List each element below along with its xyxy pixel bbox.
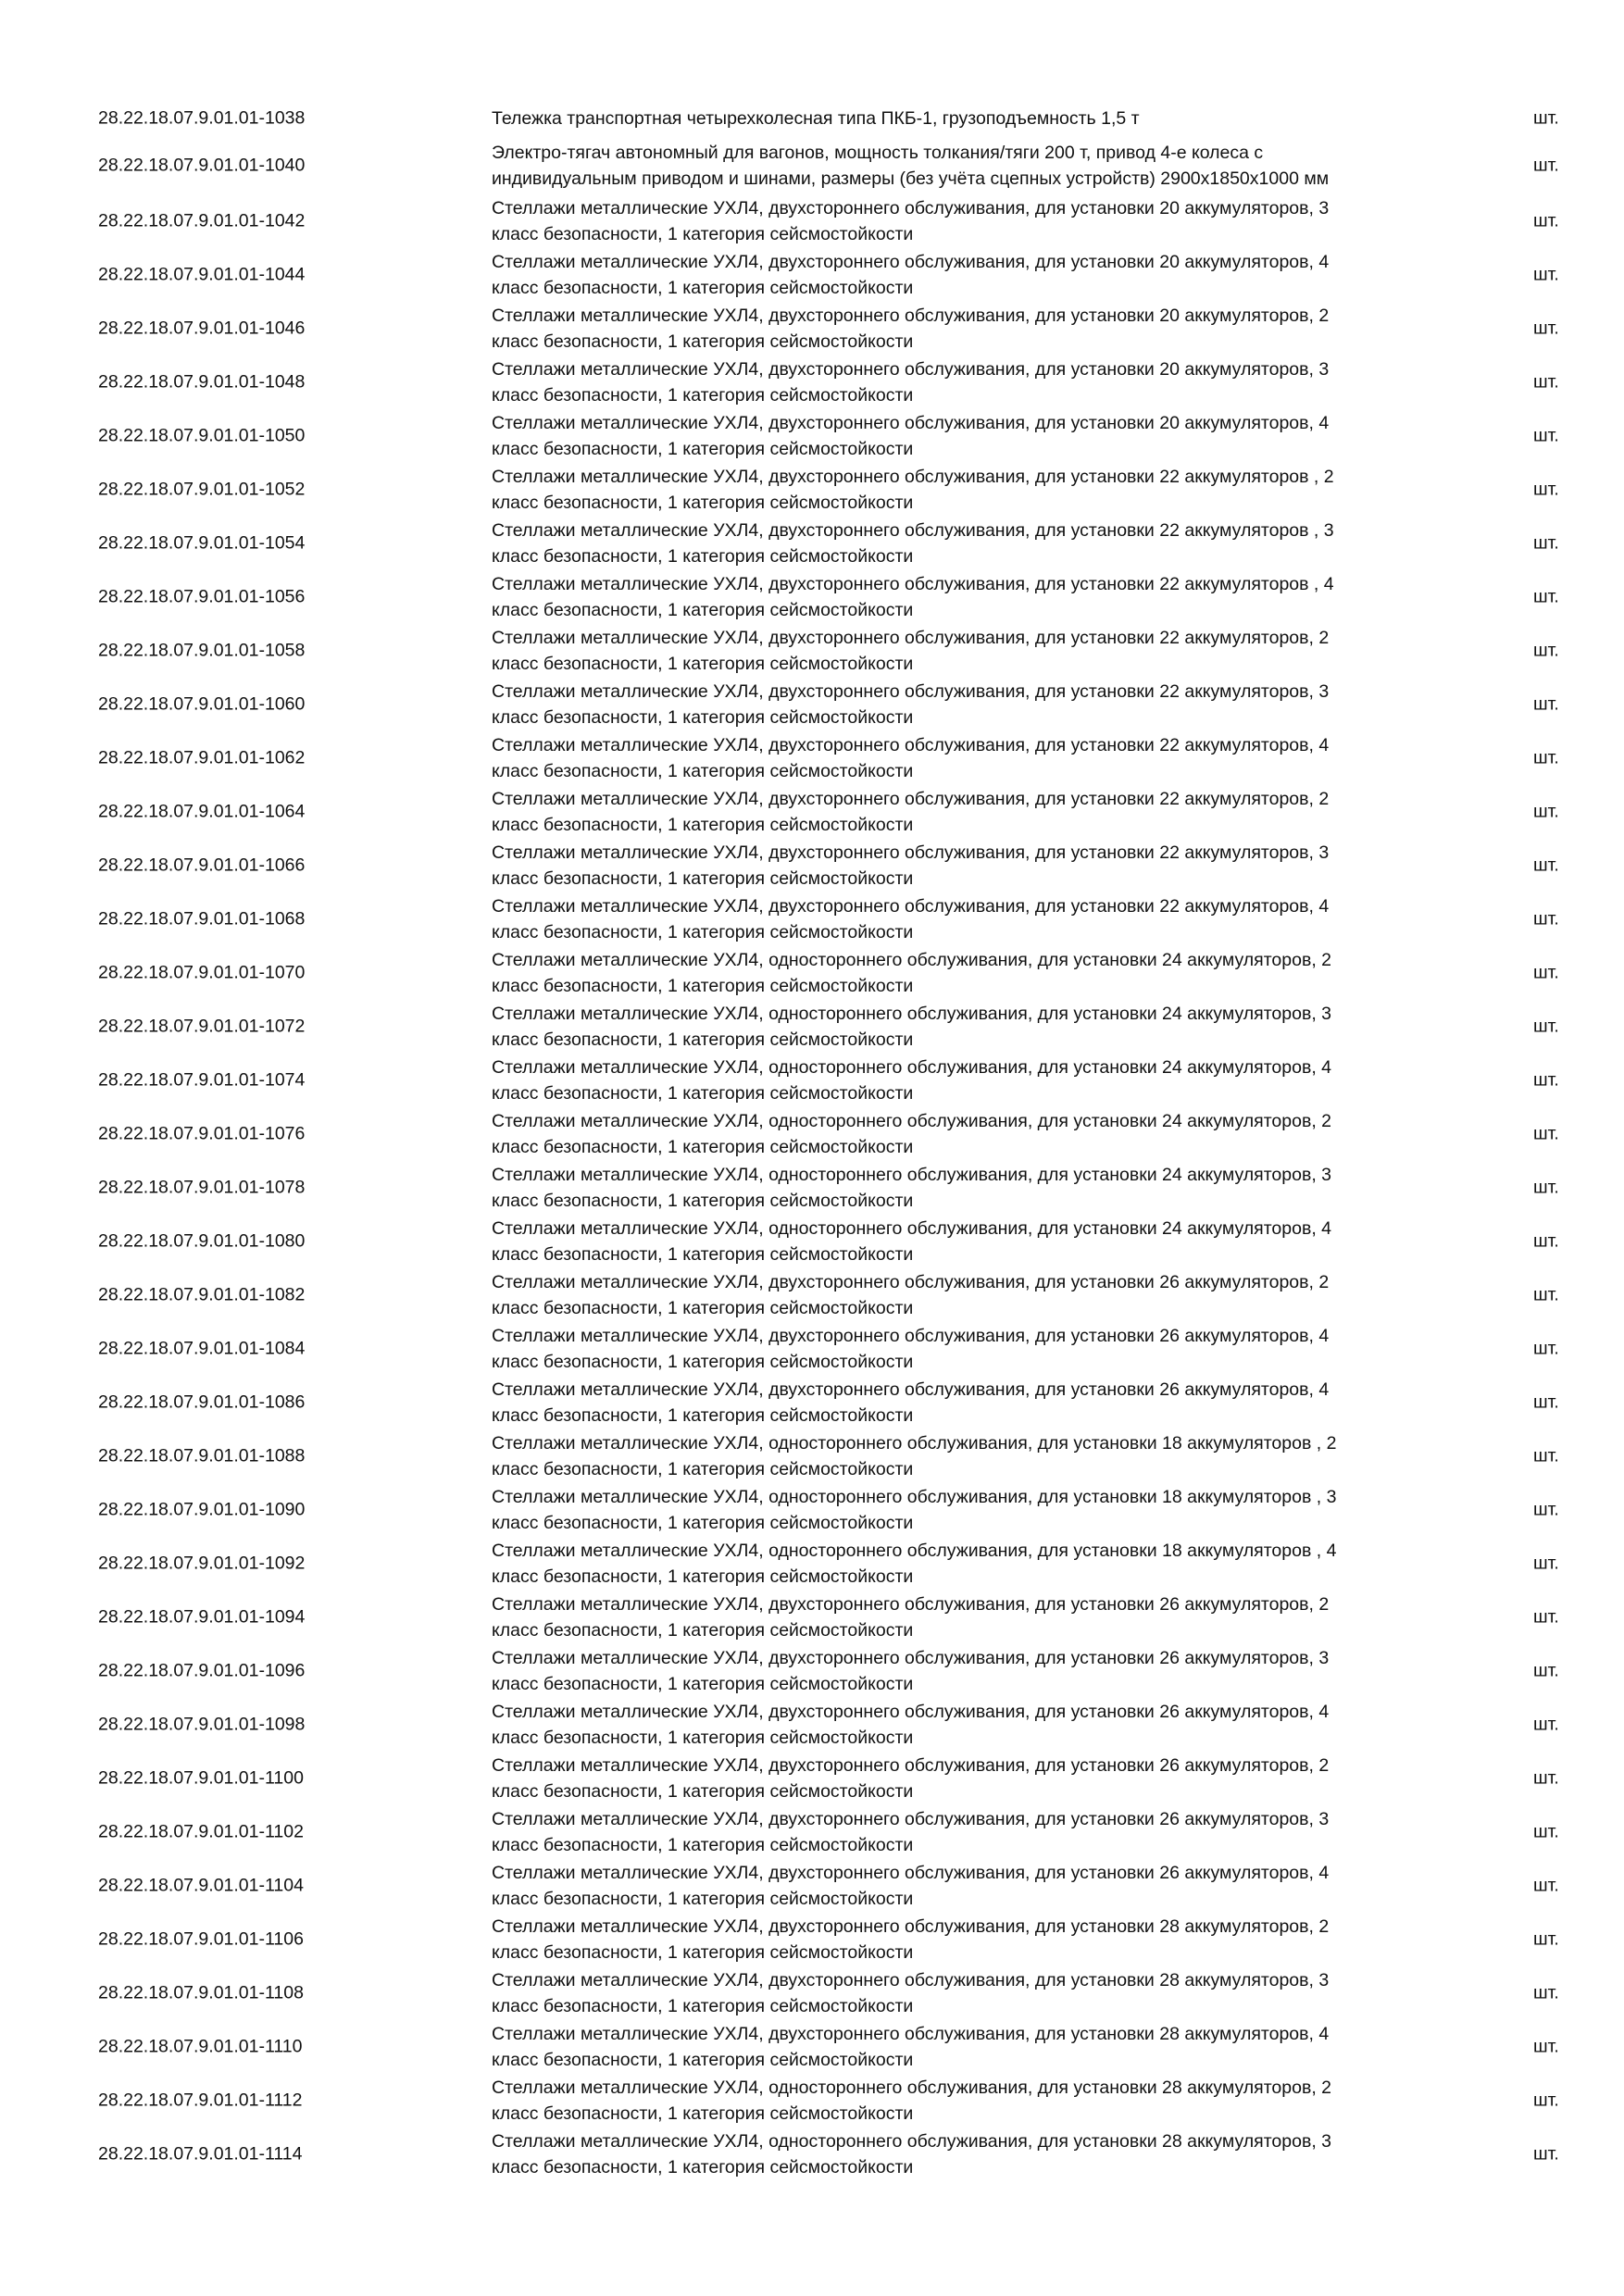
resource-code: 28.22.18.07.9.01.01-1092	[98, 1553, 306, 1574]
description-line: класс безопасности, 1 категория сейсмостойкости	[492, 1835, 914, 1855]
table-row	[0, 1644, 1624, 1698]
table-row	[0, 1322, 1624, 1376]
description-line: Стеллажи металлические УХЛ4, двухстороннего обслуживания, для установки 22 аккумуляторов, 4	[492, 735, 1330, 755]
description-line: класс безопасности, 1 категория сейсмостойкости	[492, 1620, 914, 1641]
unit-of-measure: шт.	[1533, 107, 1559, 129]
description-line: Стеллажи металлические УХЛ4, одностороннего обслуживания, для установки 24 аккумуляторов, 4	[492, 1218, 1331, 1239]
table-row	[0, 100, 1624, 137]
resource-description	[492, 1591, 1455, 1643]
resource-description	[492, 518, 1455, 569]
resource-description	[492, 1054, 1455, 1106]
unit-of-measure: шт.	[1533, 1177, 1559, 1198]
table-row	[0, 1483, 1624, 1537]
description-line: Стеллажи металлические УХЛ4, двухстороннего обслуживания, для установки 26 аккумуляторов, 4	[492, 1379, 1330, 1400]
resource-description	[492, 786, 1455, 838]
unit-of-measure: шт.	[1533, 908, 1559, 930]
description-line: класс безопасности, 1 категория сейсмостойкости	[492, 278, 914, 298]
unit-of-measure: шт.	[1533, 210, 1559, 231]
table-row	[0, 731, 1624, 785]
description-line: Стеллажи металлические УХЛ4, двухстороннего обслуживания, для установки 26 аккумуляторов, 3	[492, 1648, 1330, 1668]
description-line: Стеллажи металлические УХЛ4, двухстороннего обслуживания, для установки 22 аккумуляторов, 3	[492, 681, 1330, 702]
resource-code: 28.22.18.07.9.01.01-1070	[98, 962, 306, 983]
resource-code: 28.22.18.07.9.01.01-1080	[98, 1230, 306, 1252]
resource-table	[0, 100, 1624, 2181]
table-row	[0, 1161, 1624, 1215]
resource-code: 28.22.18.07.9.01.01-1084	[98, 1338, 306, 1359]
description-line: класс безопасности, 1 категория сейсмостойкости	[492, 1781, 914, 1802]
resource-description	[492, 1430, 1455, 1482]
description-line: Стеллажи металлические УХЛ4, одностороннего обслуживания, для установки 28 аккумуляторов, 3	[492, 2131, 1331, 2152]
unit-of-measure: шт.	[1533, 1767, 1559, 1789]
description-line: Стеллажи металлические УХЛ4, двухстороннего обслуживания, для установки 26 аккумуляторов, 2	[492, 1272, 1330, 1292]
description-line: Стеллажи металлические УХЛ4, одностороннего обслуживания, для установки 24 аккумуляторов, 4	[492, 1057, 1331, 1078]
unit-of-measure: шт.	[1533, 2143, 1559, 2165]
table-row	[0, 2128, 1624, 2181]
description-line: класс безопасности, 1 категория сейсмостойкости	[492, 1352, 914, 1372]
resource-code: 28.22.18.07.9.01.01-1074	[98, 1069, 306, 1091]
description-line: Стеллажи металлические УХЛ4, двухстороннего обслуживания, для установки 22 аккумуляторов , 4	[492, 574, 1334, 594]
unit-of-measure: шт.	[1533, 1016, 1559, 1037]
resource-description	[492, 410, 1455, 462]
resource-code: 28.22.18.07.9.01.01-1088	[98, 1445, 306, 1466]
table-row	[0, 1805, 1624, 1859]
description-line: Стеллажи металлические УХЛ4, двухстороннего обслуживания, для установки 22 аккумуляторов, 3	[492, 842, 1330, 863]
unit-of-measure: шт.	[1533, 1660, 1559, 1681]
description-line: класс безопасности, 1 категория сейсмостойкости	[492, 976, 914, 996]
description-line: Стеллажи металлические УХЛ4, двухстороннего обслуживания, для установки 26 аккумуляторов, 3	[492, 1809, 1330, 1829]
description-line: Стеллажи металлические УХЛ4, одностороннего обслуживания, для установки 18 аккумуляторов , 3	[492, 1487, 1337, 1507]
resource-code: 28.22.18.07.9.01.01-1056	[98, 586, 306, 607]
resource-description	[492, 2128, 1455, 2180]
resource-description	[492, 195, 1455, 247]
description-line: класс безопасности, 1 категория сейсмостойкости	[492, 1459, 914, 1479]
resource-code: 28.22.18.07.9.01.01-1102	[98, 1821, 304, 1842]
unit-of-measure: шт.	[1533, 962, 1559, 983]
table-row	[0, 892, 1624, 946]
resource-code: 28.22.18.07.9.01.01-1100	[98, 1767, 304, 1789]
table-row	[0, 624, 1624, 678]
resource-code: 28.22.18.07.9.01.01-1112	[98, 2090, 303, 2111]
table-row	[0, 1429, 1624, 1483]
table-row	[0, 248, 1624, 302]
unit-of-measure: шт.	[1533, 1553, 1559, 1574]
description-line: класс безопасности, 1 категория сейсмостойкости	[492, 1728, 914, 1748]
description-line: класс безопасности, 1 категория сейсмостойкости	[492, 1029, 914, 1050]
resource-description	[492, 893, 1455, 945]
resource-code: 28.22.18.07.9.01.01-1076	[98, 1123, 306, 1144]
description-line: Стеллажи металлические УХЛ4, двухстороннего обслуживания, для установки 20 аккумуляторов, 3	[492, 198, 1330, 218]
description-line: класс безопасности, 1 категория сейсмостойкости	[492, 1996, 914, 2016]
unit-of-measure: шт.	[1533, 2036, 1559, 2057]
description-line: класс безопасности, 1 категория сейсмостойкости	[492, 493, 914, 513]
resource-code: 28.22.18.07.9.01.01-1106	[98, 1928, 304, 1950]
description-line: класс безопасности, 1 категория сейсмостойкости	[492, 546, 914, 567]
table-row	[0, 1698, 1624, 1752]
resource-code: 28.22.18.07.9.01.01-1086	[98, 1391, 306, 1413]
resource-code: 28.22.18.07.9.01.01-1062	[98, 747, 306, 768]
resource-code: 28.22.18.07.9.01.01-1050	[98, 425, 306, 446]
resource-description	[492, 1806, 1455, 1858]
description-line: класс безопасности, 1 категория сейсмостойкости	[492, 331, 914, 352]
resource-code: 28.22.18.07.9.01.01-1072	[98, 1016, 306, 1037]
table-row	[0, 137, 1624, 194]
resource-description	[492, 1108, 1455, 1160]
description-line: класс безопасности, 1 категория сейсмостойкости	[492, 761, 914, 781]
table-row	[0, 1215, 1624, 1268]
description-line: Стеллажи металлические УХЛ4, одностороннего обслуживания, для установки 24 аккумуляторов, 2	[492, 950, 1331, 970]
description-line: класс безопасности, 1 категория сейсмостойкости	[492, 1513, 914, 1533]
description-line: класс безопасности, 1 категория сейсмостойкости	[492, 922, 914, 942]
resource-code: 28.22.18.07.9.01.01-1058	[98, 640, 306, 661]
table-row	[0, 302, 1624, 356]
resource-code: 28.22.18.07.9.01.01-1038	[98, 107, 306, 129]
resource-description	[492, 840, 1455, 892]
resource-description	[492, 2075, 1455, 2127]
resource-description	[492, 106, 1455, 131]
table-row	[0, 785, 1624, 839]
table-row	[0, 1268, 1624, 1322]
description-line: класс безопасности, 1 категория сейсмостойкости	[492, 1405, 914, 1426]
unit-of-measure: шт.	[1533, 1606, 1559, 1628]
unit-of-measure: шт.	[1533, 1123, 1559, 1144]
resource-code: 28.22.18.07.9.01.01-1048	[98, 371, 306, 393]
resource-code: 28.22.18.07.9.01.01-1052	[98, 479, 306, 500]
table-row	[0, 356, 1624, 409]
unit-of-measure: шт.	[1533, 479, 1559, 500]
table-row	[0, 678, 1624, 731]
description-line: Стеллажи металлические УХЛ4, двухстороннего обслуживания, для установки 20 аккумуляторов, 4	[492, 252, 1330, 272]
unit-of-measure: шт.	[1533, 1069, 1559, 1091]
resource-code: 28.22.18.07.9.01.01-1104	[98, 1875, 304, 1896]
unit-of-measure: шт.	[1533, 747, 1559, 768]
description-line: Стеллажи металлические УХЛ4, одностороннего обслуживания, для установки 18 аккумуляторов , 2	[492, 1433, 1337, 1454]
resource-description	[492, 679, 1455, 730]
table-row	[0, 1859, 1624, 1913]
description-line: Стеллажи металлические УХЛ4, двухстороннего обслуживания, для установки 26 аккумуляторов, 2	[492, 1594, 1330, 1615]
resource-code: 28.22.18.07.9.01.01-1090	[98, 1499, 306, 1520]
resource-description	[492, 1538, 1455, 1590]
unit-of-measure: шт.	[1533, 425, 1559, 446]
description-line: класс безопасности, 1 категория сейсмостойкости	[492, 1674, 914, 1694]
resource-code: 28.22.18.07.9.01.01-1108	[98, 1982, 304, 2003]
unit-of-measure: шт.	[1533, 586, 1559, 607]
resource-code: 28.22.18.07.9.01.01-1042	[98, 210, 306, 231]
table-row	[0, 570, 1624, 624]
description-line: класс безопасности, 1 категория сейсмостойкости	[492, 224, 914, 244]
unit-of-measure: шт.	[1533, 2090, 1559, 2111]
resource-description	[492, 1699, 1455, 1751]
resource-code: 28.22.18.07.9.01.01-1068	[98, 908, 306, 930]
resource-description	[492, 1967, 1455, 2019]
description-line: Электро-тягач автономный для вагонов, мощность толкания/тяги 200 т, привод 4-е колеса с	[492, 143, 1264, 163]
description-line: класс безопасности, 1 категория сейсмостойкости	[492, 439, 914, 459]
description-line: Стеллажи металлические УХЛ4, одностороннего обслуживания, для установки 24 аккумуляторов, 2	[492, 1111, 1331, 1131]
description-line: Стеллажи металлические УХЛ4, двухстороннего обслуживания, для установки 20 аккумуляторов, 4	[492, 413, 1330, 433]
resource-code: 28.22.18.07.9.01.01-1064	[98, 801, 306, 822]
unit-of-measure: шт.	[1533, 855, 1559, 876]
description-line: Стеллажи металлические УХЛ4, двухстороннего обслуживания, для установки 22 аккумуляторов, 4	[492, 896, 1330, 917]
table-row	[0, 1591, 1624, 1644]
unit-of-measure: шт.	[1533, 1391, 1559, 1413]
unit-of-measure: шт.	[1533, 1714, 1559, 1735]
description-line: Стеллажи металлические УХЛ4, одностороннего обслуживания, для установки 18 аккумуляторов , 4	[492, 1541, 1337, 1561]
resource-description	[492, 571, 1455, 623]
table-row	[0, 1107, 1624, 1161]
resource-code: 28.22.18.07.9.01.01-1114	[98, 2143, 303, 2165]
table-row	[0, 1537, 1624, 1591]
resource-description	[492, 1323, 1455, 1375]
resource-code: 28.22.18.07.9.01.01-1044	[98, 264, 306, 285]
description-line: Стеллажи металлические УХЛ4, двухстороннего обслуживания, для установки 26 аккумуляторов, 2	[492, 1755, 1330, 1776]
table-row	[0, 1913, 1624, 1966]
unit-of-measure: шт.	[1533, 318, 1559, 339]
description-line: Стеллажи металлические УХЛ4, двухстороннего обслуживания, для установки 20 аккумуляторов, 3	[492, 359, 1330, 380]
table-row	[0, 463, 1624, 517]
table-row	[0, 1054, 1624, 1107]
description-line: Тележка транспортная четырехколесная типа ПКБ-1, грузоподъемность 1,5 т	[492, 108, 1140, 129]
table-row	[0, 839, 1624, 892]
resource-description	[492, 1162, 1455, 1214]
description-line: Стеллажи металлические УХЛ4, двухстороннего обслуживания, для установки 26 аккумуляторов, 4	[492, 1326, 1330, 1346]
description-line: класс безопасности, 1 категория сейсмостойкости	[492, 600, 914, 620]
description-line: класс безопасности, 1 категория сейсмостойкости	[492, 868, 914, 889]
unit-of-measure: шт.	[1533, 1338, 1559, 1359]
description-line: класс безопасности, 1 категория сейсмостойкости	[492, 1244, 914, 1265]
table-row	[0, 946, 1624, 1000]
resource-description	[492, 2021, 1455, 2073]
description-line: Стеллажи металлические УХЛ4, одностороннего обслуживания, для установки 24 аккумуляторов, 3	[492, 1165, 1331, 1185]
resource-code: 28.22.18.07.9.01.01-1096	[98, 1660, 306, 1681]
description-line: класс безопасности, 1 категория сейсмостойкости	[492, 385, 914, 406]
description-line: класс безопасности, 1 категория сейсмостойкости	[492, 1083, 914, 1104]
description-line: Стеллажи металлические УХЛ4, двухстороннего обслуживания, для установки 28 аккумуляторов, 3	[492, 1970, 1330, 1990]
description-line: Стеллажи металлические УХЛ4, двухстороннего обслуживания, для установки 28 аккумуляторов, 2	[492, 1916, 1330, 1937]
resource-code: 28.22.18.07.9.01.01-1078	[98, 1177, 306, 1198]
description-line: класс безопасности, 1 категория сейсмостойкости	[492, 1298, 914, 1318]
resource-description	[492, 464, 1455, 516]
resource-code: 28.22.18.07.9.01.01-1046	[98, 318, 306, 339]
resource-description	[492, 356, 1455, 408]
description-line: Стеллажи металлические УХЛ4, двухстороннего обслуживания, для установки 26 аккумуляторов, 4	[492, 1863, 1330, 1883]
resource-code: 28.22.18.07.9.01.01-1098	[98, 1714, 306, 1735]
unit-of-measure: шт.	[1533, 155, 1559, 176]
resource-code: 28.22.18.07.9.01.01-1110	[98, 2036, 303, 2057]
description-line: класс безопасности, 1 категория сейсмостойкости	[492, 2103, 914, 2124]
table-row	[0, 2074, 1624, 2128]
description-line: класс безопасности, 1 категория сейсмостойкости	[492, 2050, 914, 2070]
description-line: Стеллажи металлические УХЛ4, двухстороннего обслуживания, для установки 22 аккумуляторов, 2	[492, 628, 1330, 648]
description-line: Стеллажи металлические УХЛ4, двухстороннего обслуживания, для установки 26 аккумуляторов, 4	[492, 1702, 1330, 1722]
unit-of-measure: шт.	[1533, 371, 1559, 393]
description-line: класс безопасности, 1 категория сейсмостойкости	[492, 1566, 914, 1587]
unit-of-measure: шт.	[1533, 1928, 1559, 1950]
resource-code: 28.22.18.07.9.01.01-1040	[98, 155, 306, 176]
table-row	[0, 194, 1624, 248]
resource-code: 28.22.18.07.9.01.01-1054	[98, 532, 306, 554]
resource-description	[492, 1484, 1455, 1536]
unit-of-measure: шт.	[1533, 1821, 1559, 1842]
resource-code: 28.22.18.07.9.01.01-1060	[98, 693, 306, 715]
resource-description	[492, 1914, 1455, 1965]
description-line: класс безопасности, 1 категория сейсмостойкости	[492, 1889, 914, 1909]
resource-description	[492, 1753, 1455, 1804]
description-line: индивидуальным приводом и шинами, размеры (без учёта сцепных устройств) 2900х1850х1000 мм	[492, 168, 1330, 189]
resource-description	[492, 303, 1455, 355]
unit-of-measure: шт.	[1533, 1875, 1559, 1896]
resource-description	[492, 1001, 1455, 1053]
description-line: Стеллажи металлические УХЛ4, двухстороннего обслуживания, для установки 22 аккумуляторов, 2	[492, 789, 1330, 809]
description-line: класс безопасности, 1 категория сейсмостойкости	[492, 707, 914, 728]
resource-description	[492, 140, 1455, 192]
resource-description	[492, 1645, 1455, 1697]
unit-of-measure: шт.	[1533, 1445, 1559, 1466]
description-line: Стеллажи металлические УХЛ4, двухстороннего обслуживания, для установки 22 аккумуляторов , 2	[492, 467, 1334, 487]
description-line: класс безопасности, 1 категория сейсмостойкости	[492, 1942, 914, 1963]
table-row	[0, 517, 1624, 570]
resource-description	[492, 732, 1455, 784]
description-line: Стеллажи металлические УХЛ4, двухстороннего обслуживания, для установки 28 аккумуляторов, 4	[492, 2024, 1330, 2044]
unit-of-measure: шт.	[1533, 264, 1559, 285]
unit-of-measure: шт.	[1533, 1284, 1559, 1305]
unit-of-measure: шт.	[1533, 693, 1559, 715]
description-line: класс безопасности, 1 категория сейсмостойкости	[492, 654, 914, 674]
resource-description	[492, 1860, 1455, 1912]
description-line: Стеллажи металлические УХЛ4, двухстороннего обслуживания, для установки 22 аккумуляторов , 3	[492, 520, 1334, 541]
unit-of-measure: шт.	[1533, 1230, 1559, 1252]
table-row	[0, 1000, 1624, 1054]
table-row	[0, 2020, 1624, 2074]
resource-description	[492, 249, 1455, 301]
table-row	[0, 409, 1624, 463]
resource-code: 28.22.18.07.9.01.01-1066	[98, 855, 306, 876]
unit-of-measure: шт.	[1533, 1982, 1559, 2003]
resource-description	[492, 947, 1455, 999]
resource-description	[492, 625, 1455, 677]
description-line: класс безопасности, 1 категория сейсмостойкости	[492, 815, 914, 835]
description-line: Стеллажи металлические УХЛ4, одностороннего обслуживания, для установки 28 аккумуляторов, 2	[492, 2078, 1331, 2098]
table-row	[0, 1966, 1624, 2020]
resource-code: 28.22.18.07.9.01.01-1082	[98, 1284, 306, 1305]
description-line: класс безопасности, 1 категория сейсмостойкости	[492, 1191, 914, 1211]
table-row	[0, 1376, 1624, 1429]
unit-of-measure: шт.	[1533, 801, 1559, 822]
resource-description	[492, 1377, 1455, 1429]
description-line: Стеллажи металлические УХЛ4, двухстороннего обслуживания, для установки 20 аккумуляторов, 2	[492, 306, 1330, 326]
description-line: класс безопасности, 1 категория сейсмостойкости	[492, 1137, 914, 1157]
resource-description	[492, 1216, 1455, 1267]
table-row	[0, 1752, 1624, 1805]
description-line: Стеллажи металлические УХЛ4, одностороннего обслуживания, для установки 24 аккумуляторов, 3	[492, 1004, 1331, 1024]
unit-of-measure: шт.	[1533, 532, 1559, 554]
resource-description	[492, 1269, 1455, 1321]
description-line: класс безопасности, 1 категория сейсмостойкости	[492, 2157, 914, 2177]
resource-code: 28.22.18.07.9.01.01-1094	[98, 1606, 306, 1628]
unit-of-measure: шт.	[1533, 640, 1559, 661]
unit-of-measure: шт.	[1533, 1499, 1559, 1520]
